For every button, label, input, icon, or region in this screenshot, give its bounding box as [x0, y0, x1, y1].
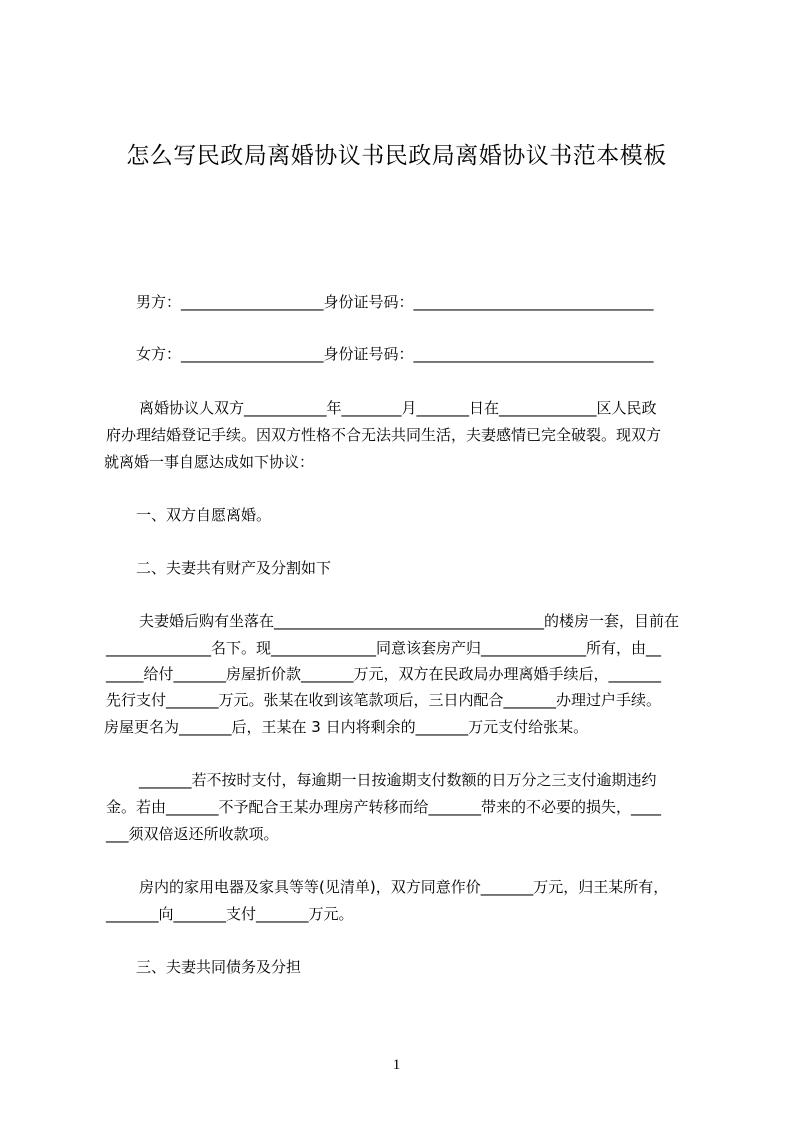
furniture-paragraph-line-1: 房内的家用电器及家具等等(见清单)，双方同意作价_______万元，归王某所有，	[139, 878, 669, 896]
section-2-heading: 二、夫妻共有财产及分割如下	[136, 559, 332, 577]
penalty-paragraph-line-2: 金。若由_______不予配合王某办理房产转移而给_______带来的不必要的损失，____	[106, 798, 662, 816]
section-3-heading: 三、夫妻共同债务及分担	[136, 958, 302, 976]
male-party-line: 男方：___________________身份证号码：________________________________	[136, 293, 654, 311]
intro-paragraph-line-1: 离婚协议人双方___________年________月_______日在_____________区人民政	[139, 399, 657, 417]
house-paragraph-line-2: ______________名下。现______________同意该套房产归______________所有，由__	[106, 639, 662, 657]
house-paragraph-line-3: _____给付_______房屋折价款_______万元，双方在民政局办理离婚手续后，_______	[106, 665, 662, 683]
penalty-paragraph-line-3: ___须双倍返还所收款项。	[106, 825, 279, 843]
intro-paragraph-line-3: 就离婚一事自愿达成如下协议：	[104, 453, 315, 471]
furniture-paragraph-line-2: _______向_______支付_______万元。	[106, 905, 354, 923]
document-title: 怎么写民政局离婚协议书民政局离婚协议书范本模板	[126, 143, 667, 169]
page-number: 1	[392, 1057, 401, 1073]
house-paragraph-line-5: 房屋更名为_______后，王某在 3 日内将剩余的_______万元支付给张某。	[104, 718, 589, 736]
house-paragraph-line-1: 夫妻婚后购有坐落在____________________________________的楼房一套，目前在	[139, 612, 680, 630]
house-paragraph-line-4: 先行支付_______万元。张某在收到该笔款项后，三日内配合_______办理过户手续。	[106, 691, 662, 709]
penalty-paragraph-line-1: _______若不按时支付，每逾期一日按逾期支付数额的日万分之三支付逾期违约	[139, 771, 657, 789]
female-party-line: 女方：___________________身份证号码：________________________________	[136, 345, 654, 363]
intro-paragraph-line-2: 府办理结婚登记手续。因双方性格不合无法共同生活，夫妻感情已完全破裂。现双方	[106, 426, 662, 444]
section-1-heading: 一、双方自愿离婚。	[136, 506, 272, 524]
